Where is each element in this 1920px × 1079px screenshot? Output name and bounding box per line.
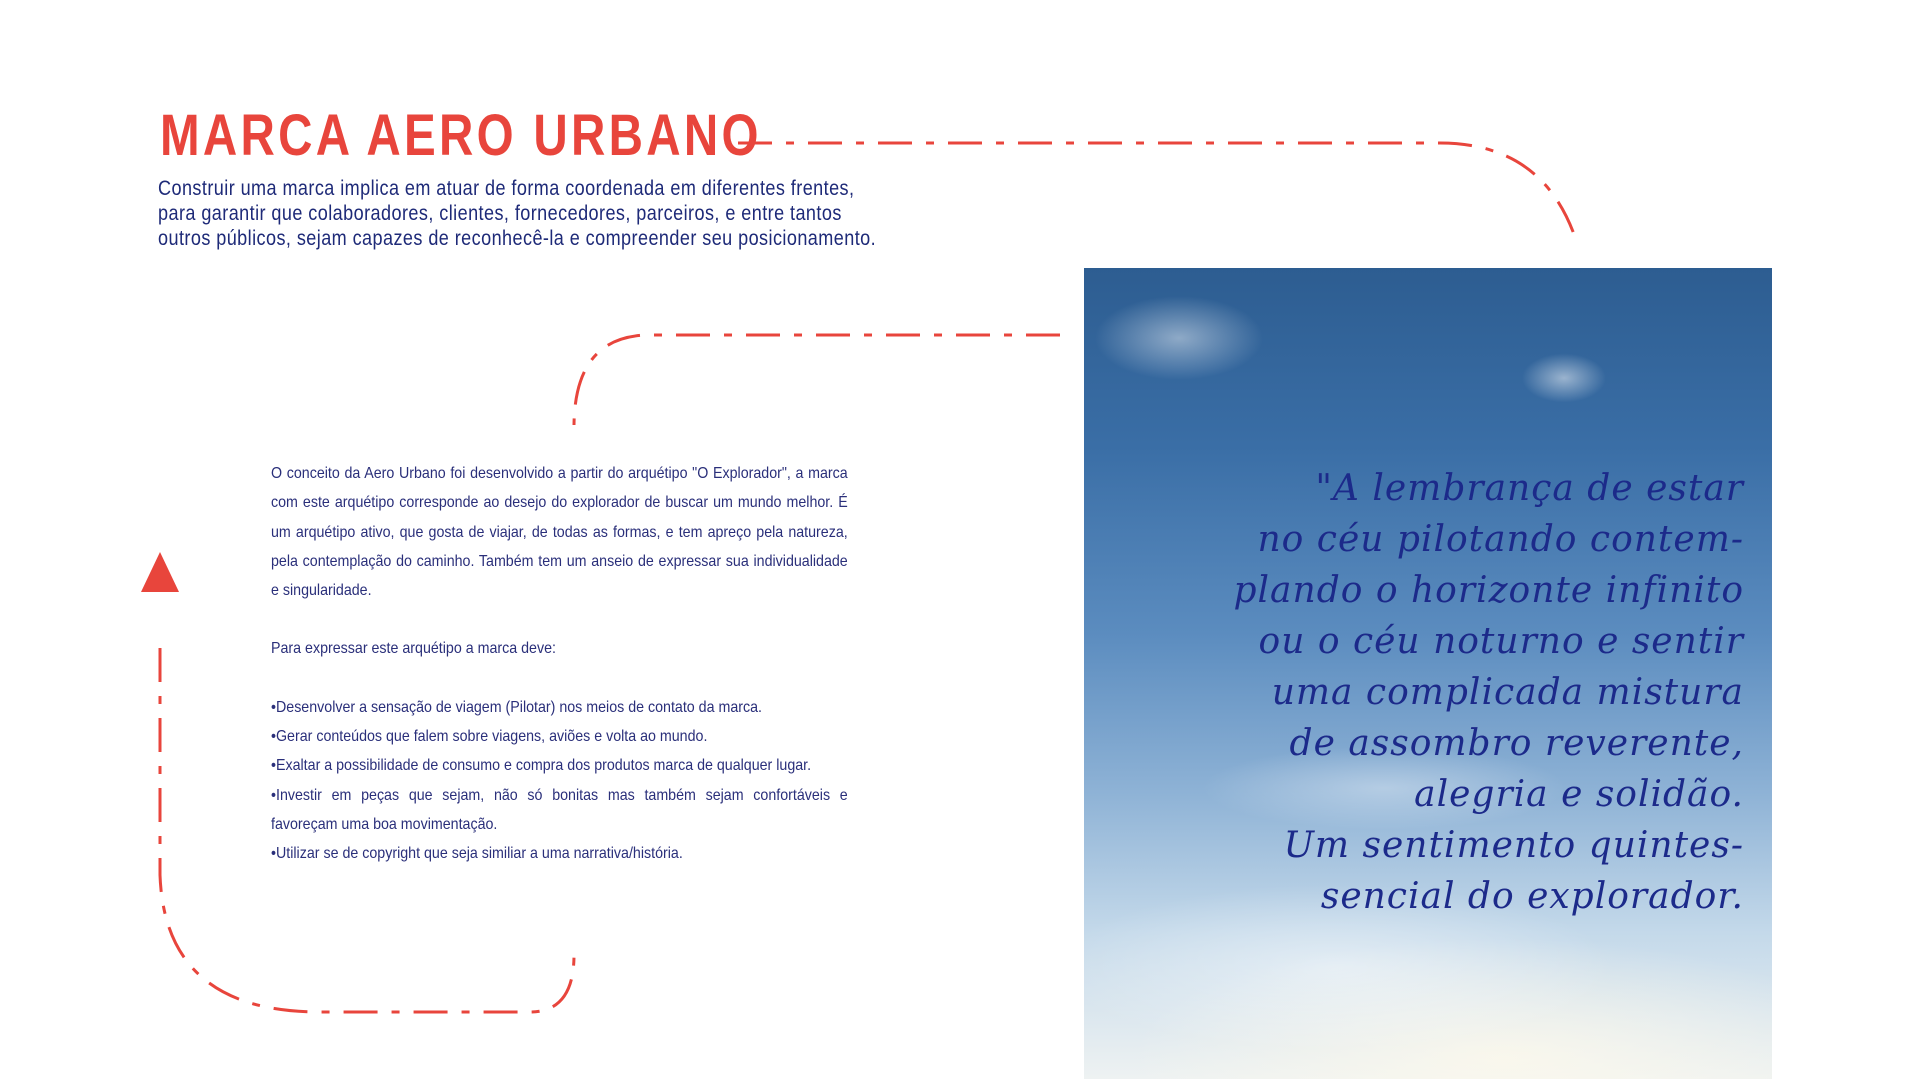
concept-paragraph: O conceito da Aero Urbano foi desenvolvido a partir do arquétipo "O Explorador", a marca com este arquétipo corresponde ao desejo do explorador de buscar um mundo melhor. É um arquétipo ativo, que gosta de viajar, de todas as formas, e tem apreço pela natureza, pela contemplação do caminho. Também tem um anseio de expressar sua individualidade e singularidade.	[271, 465, 848, 600]
quote-line: "A lembrança de estar	[1315, 468, 1744, 509]
page-title: MARCA AERO URBANO	[160, 103, 762, 168]
quote-line: ou o céu noturno e sentir	[1258, 621, 1744, 662]
bullet-item: •Gerar conteúdos que falem sobre viagens, aviões e volta ao mundo.	[271, 728, 708, 746]
bullet-item: •Investir em peças que sejam, não só bonitas mas também sejam confortáveis e favoreçam uma boa movimentação.	[271, 786, 848, 833]
bullet-item: •Desenvolver a sensação de viagem (Pilotar) nos meios de contato da marca.	[271, 698, 762, 716]
quote-line: Um sentimento quintes-	[1283, 825, 1744, 866]
explorer-quote	[1114, 463, 1744, 922]
quote-line: no céu pilotando contem-	[1257, 519, 1744, 560]
body-text-column	[271, 459, 848, 869]
quote-line: alegria e solidão.	[1414, 774, 1744, 815]
bullet-item: •Utilizar se de copyright que seja similiar a uma narrativa/história.	[271, 845, 683, 863]
expression-intro-paragraph: Para expressar este arquétipo a marca deve:	[271, 640, 556, 658]
intro-line: Construir uma marca implica em atuar de forma coordenada em diferentes frentes,	[158, 177, 855, 200]
dashed-line-middle	[574, 335, 1060, 425]
intro-line: para garantir que colaboradores, clientes, fornecedores, parceiros, e entre tantos	[158, 202, 842, 225]
intro-text	[158, 176, 1018, 251]
sky-photo	[1084, 268, 1772, 1079]
quote-line: uma complicada mistura	[1271, 672, 1744, 713]
quote-line: plando o horizonte infinito	[1233, 570, 1744, 611]
quote-line: de assombro reverente,	[1289, 723, 1744, 764]
quote-line: sencial do explorador.	[1320, 876, 1744, 917]
intro-line: outros públicos, sejam capazes de reconhecê-la e compreender seu posicionamento.	[158, 227, 877, 250]
bullet-item: •Exaltar a possibilidade de consumo e compra dos produtos marca de qualquer lugar.	[271, 757, 812, 775]
triangle-arrow-icon	[141, 552, 179, 592]
